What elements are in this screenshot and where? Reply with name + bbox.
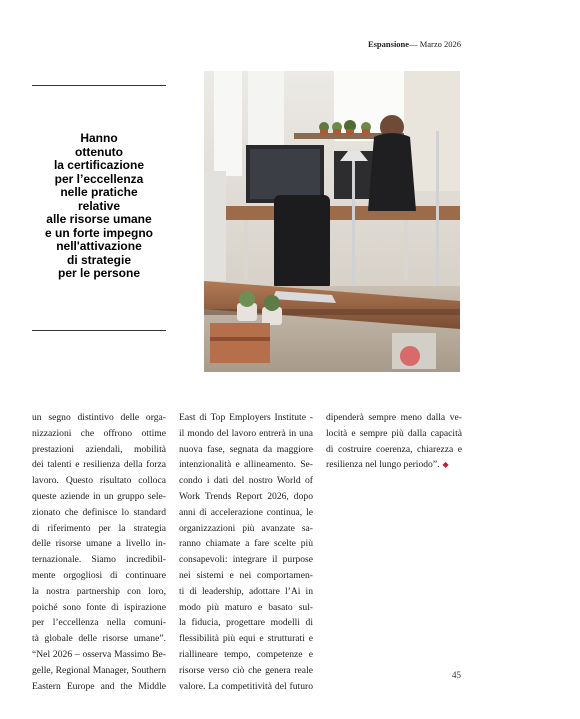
text-line: riallineare tempo, competenze e bbox=[179, 648, 313, 660]
text-line: consapevoli: integrare il purpose bbox=[179, 554, 313, 566]
page-number: 45 bbox=[452, 670, 461, 680]
office-workspace-photo bbox=[204, 71, 460, 372]
text-line: modo più maturo e basato sul- bbox=[179, 601, 313, 613]
text-line: il mondo del lavoro entrerà in una bbox=[179, 427, 313, 439]
article-column-2 bbox=[179, 410, 313, 694]
text-line: anni di accelerazione continua, le bbox=[179, 506, 313, 518]
pull-quote-line: e un forte impegno bbox=[45, 225, 153, 240]
issue-date: Marzo 2026 bbox=[419, 39, 461, 49]
text-line: di costruire coerenza, chiarezza e bbox=[326, 443, 462, 455]
text-line: dei talenti e resilienza della forza bbox=[32, 459, 166, 471]
text-line: locità e sempre più dalla capacità bbox=[326, 427, 462, 439]
text-line: dipenderà sempre meno dalla ve- bbox=[326, 412, 462, 423]
text-line: East di Top Employers Institute - bbox=[179, 412, 313, 423]
text-line: Eastern Europe and the Middle bbox=[32, 680, 166, 692]
pull-quote-top-rule bbox=[32, 85, 166, 86]
pull-quote bbox=[32, 132, 166, 281]
text-line: flessibilità più equi e strutturati e bbox=[179, 633, 313, 645]
text-line: di riferimento per la strategia bbox=[32, 522, 166, 534]
pull-quote-line: la certificazione bbox=[53, 158, 145, 172]
text-line: risorse verso ciò che genera reale bbox=[179, 664, 313, 676]
end-of-article-icon: ◆ bbox=[442, 460, 449, 470]
pull-quote-line: ottenuto bbox=[75, 144, 123, 159]
text-line: zionato che definisce lo standard bbox=[32, 506, 166, 518]
text-line: ranno chiamate a fare scelte più bbox=[179, 538, 313, 550]
text-line: organizzazioni più avanzate sa- bbox=[179, 522, 313, 534]
text-line: tà globale delle risorse umane”. bbox=[32, 633, 166, 645]
pull-quote-line: per le persone bbox=[57, 266, 141, 280]
text-line: la fiducia, progettare modelli di bbox=[179, 617, 313, 629]
section-name: Espansione bbox=[367, 39, 410, 49]
text-line: lavoro. Questo risultato colloca bbox=[32, 475, 166, 487]
text-line: gelle, Regional Manager, Southern bbox=[32, 664, 166, 676]
article-column-3 bbox=[326, 410, 462, 473]
text-line: per l’eccellenza nella comuni- bbox=[32, 617, 166, 629]
text-line: Work Trends Report 2026, dopo bbox=[179, 490, 313, 502]
pull-quote-line: Hanno bbox=[80, 131, 118, 145]
text-line-final bbox=[326, 457, 462, 473]
pull-quote-line: nell'attivazione bbox=[56, 239, 142, 253]
text-line: la nostra partnership con loro, bbox=[32, 585, 166, 597]
text-line: queste aziende in un gruppo sele- bbox=[32, 490, 166, 502]
text-line: mente orgogliosi di continuare bbox=[32, 569, 166, 581]
text-line: condo i dati del nostro World of bbox=[179, 475, 313, 487]
text-line: valore. La competitività del futuro bbox=[179, 680, 313, 692]
text-line: intenzionalità e allineamento. Se- bbox=[179, 459, 313, 471]
text-line: prestazioni aziendali, mobilità bbox=[32, 443, 166, 455]
pull-quote-line: alle risorse umane bbox=[46, 212, 152, 226]
pull-quote-line: per l’eccellenza bbox=[54, 171, 144, 186]
text-line: poiché sono fonte di ispirazione bbox=[32, 601, 166, 613]
article-column-1 bbox=[32, 410, 166, 694]
text-line: nizzazioni che offrono ottime bbox=[32, 427, 166, 439]
text-line: un segno distintivo delle orga- bbox=[32, 412, 166, 423]
pull-quote-line: nelle pratiche bbox=[60, 185, 138, 199]
text-line: delle risorse umane a livello in- bbox=[32, 538, 166, 550]
running-header bbox=[368, 39, 461, 49]
pull-quote-bottom-rule bbox=[32, 330, 166, 331]
pull-quote-line: di strategie bbox=[66, 252, 132, 267]
pull-quote-line: relative bbox=[77, 198, 121, 213]
text-line: “Nel 2026 – osserva Massimo Be- bbox=[32, 648, 166, 660]
header-separator: — bbox=[409, 39, 418, 49]
text-line: ti di leadership, adottare l’Ai in bbox=[179, 585, 313, 597]
text-line: nei sistemi e nei comportamen- bbox=[179, 569, 313, 581]
text-line: ternazionale. Siamo incredibil- bbox=[32, 554, 166, 566]
text-line: nuova fase, segnata da maggiore bbox=[179, 443, 313, 455]
final-sentence: resilienza nel lungo periodo”. bbox=[326, 459, 440, 471]
